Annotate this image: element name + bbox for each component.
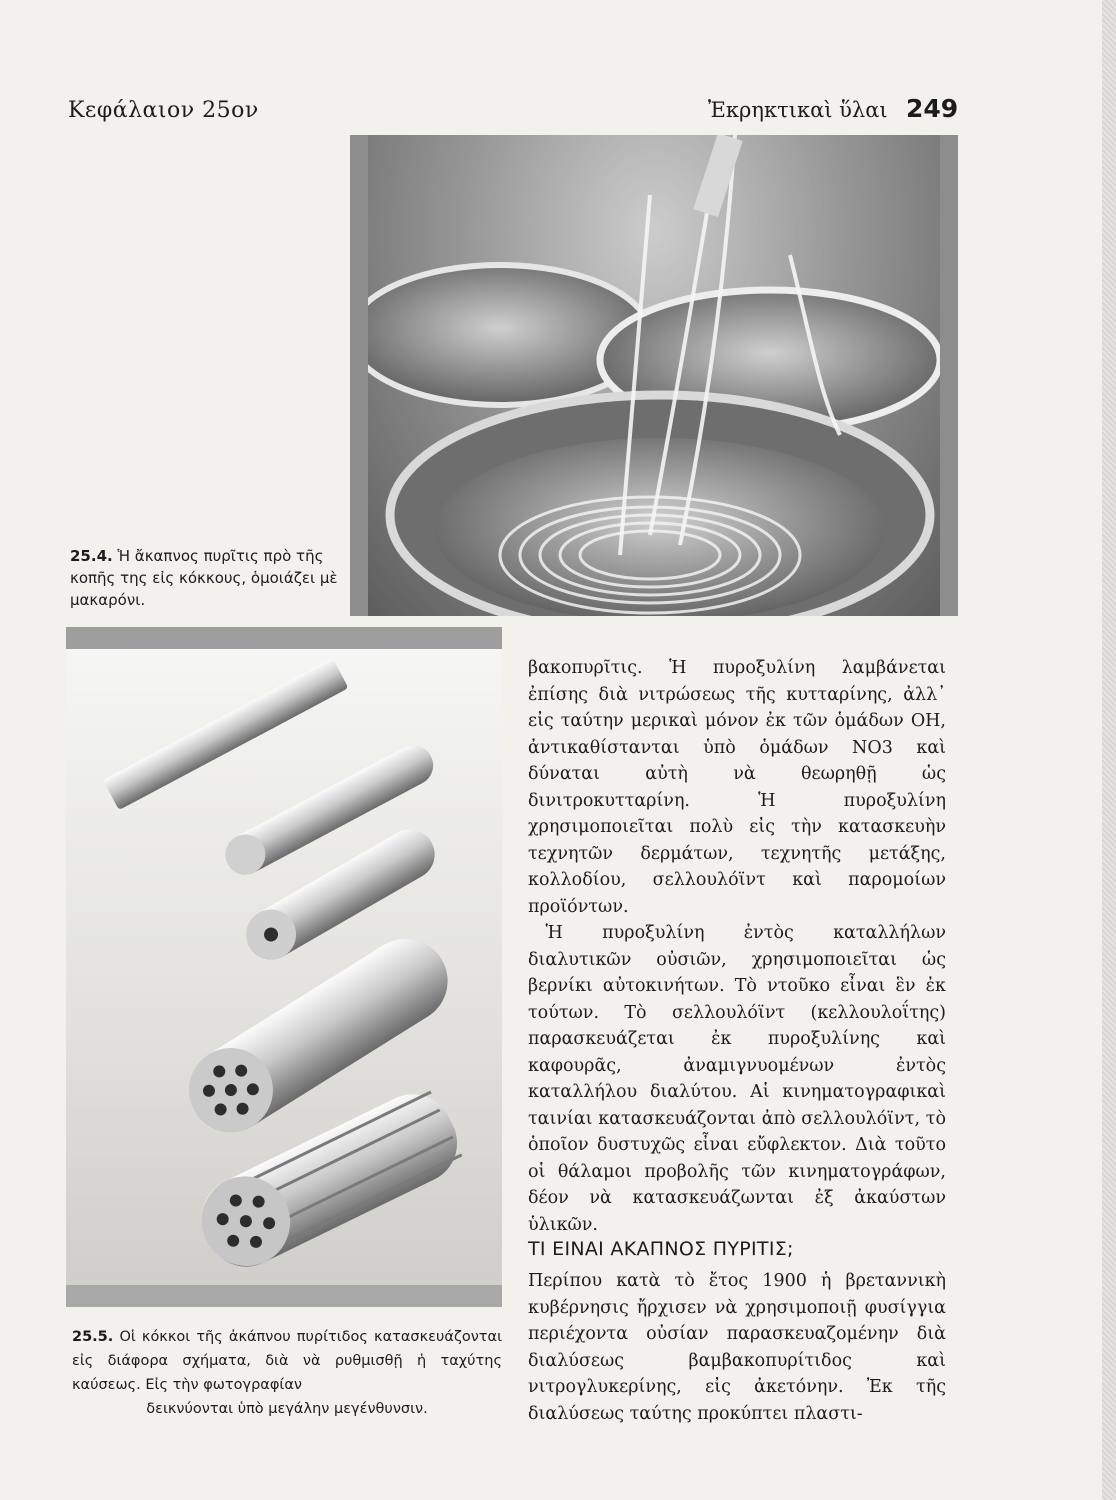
page-number: 249 xyxy=(906,94,959,123)
paragraph: Ἡ πυροξυλίνη ἐντὸς καταλλήλων διαλυτικῶν οὐσιῶν, χρησιμοποιεῖται ὡς βερνίκι αὐτοκινήτων. Τὸ ντοῦκο εἶναι ἓν ἐκ τούτων. Τὸ σελλουλόϊντ (κελλουλοΐτης) παρασκευάζεται ἐκ πυροξυλίνης καὶ καφουρᾶς, ἀναμιγνυομένων ἐντὸς καταλλήλου διαλύτου. Αἱ κινηματογραφικαὶ ταινίαι κατασκευάζονται ἀπὸ σελλουλόϊντ, τὸ ὁποῖον δυστυχῶς εἶναι εὔφλεκτον. Διὰ τοῦτο οἱ θάλαμοι προβολῆς τῶν κινηματογράφων, δέον νὰ κατασκευάζωνται ἐξ ἀκαύστων ὑλικῶν. xyxy=(528,923,946,1235)
body-text xyxy=(528,655,946,1238)
section-heading: ΤΙ ΕΙΝΑΙ ΑΚΑΠΝΟΣ ΠΥΡΙΤΙΣ; xyxy=(528,1238,794,1260)
photo-border-left xyxy=(350,135,368,616)
vats-illustration xyxy=(350,135,958,616)
photo-band-top xyxy=(66,627,502,649)
photo-border-right xyxy=(940,135,958,616)
figure-number: 25.5. xyxy=(72,1329,114,1345)
caption-text-last-line: δεικνύονται ὑπὸ μεγάλην μεγένθυνσιν. xyxy=(146,1401,428,1417)
figure-caption-25-5 xyxy=(72,1325,502,1421)
caption-text: Οἱ κόκκοι τῆς ἀκάπνου πυρίτιδος κατασκευάζονται εἰς διάφορα σχήματα, διὰ νὰ ρυθμισθῇ ἡ ταχύτης καύσεως. Εἰς τὴν φωτογραφίαν xyxy=(72,1329,502,1393)
photo-band-bottom xyxy=(66,1285,502,1307)
page-edge xyxy=(1102,0,1116,1500)
figure-caption-25-4 xyxy=(70,545,340,611)
powder-grains-photo xyxy=(66,627,502,1307)
section-paragraph: Περίπου κατὰ τὸ ἔτος 1900 ἡ βρεταννικὴ κυβέρνησις ἤρχισεν νὰ χρησιμοποιῇ φυσίγγια περιέχοντα οὐσίαν παρασκευαζομένην διὰ διαλύσεως βαμβακοπυρίτιδος καὶ νιτρογλυκερίνης, εἰς ἀκετόνην. Ἐκ τῆς διαλύσεως ταύτης προκύπτει πλαστι- xyxy=(528,1271,946,1424)
smokeless-powder-photo xyxy=(350,135,958,616)
chapter-heading: Κεφάλαιον 25ον xyxy=(68,98,259,123)
figure-number: 25.4. xyxy=(70,547,113,565)
paragraph: βακοπυρῖτις. Ἡ πυροξυλίνη λαμβάνεται ἐπίσης διὰ νιτρώσεως τῆς κυτταρίνης, ἀλλ᾽ εἰς ταύτην μερικαὶ μόνον ἐκ τῶν ὁμάδων ΟΗ, ἀντικαθίστανται ὑπὸ ὁμάδων ΝΟ3 καὶ δύναται αὐτὴ νὰ θεωρηθῇ ὡς δινιτροκυτταρίνη. Ἡ πυροξυλίνη χρησιμοποιεῖται πολὺ εἰς τὴν κατασκευὴν τεχνητῶν δερμάτων, τεχνητῆς μετάξης, κολλοδίου, σελλουλόϊντ καὶ παρομοίων προϊόντων. xyxy=(528,658,946,917)
grain-shapes-illustration xyxy=(66,627,502,1307)
running-title: Ἐκρηκτικαὶ ὕλαι xyxy=(708,98,888,122)
caption-text: Ἡ ἄκαπνος πυρῖτις πρὸ τῆς κοπῆς της εἰς κόκκους, ὁμοιάζει μὲ μακαρόνι. xyxy=(70,547,338,609)
